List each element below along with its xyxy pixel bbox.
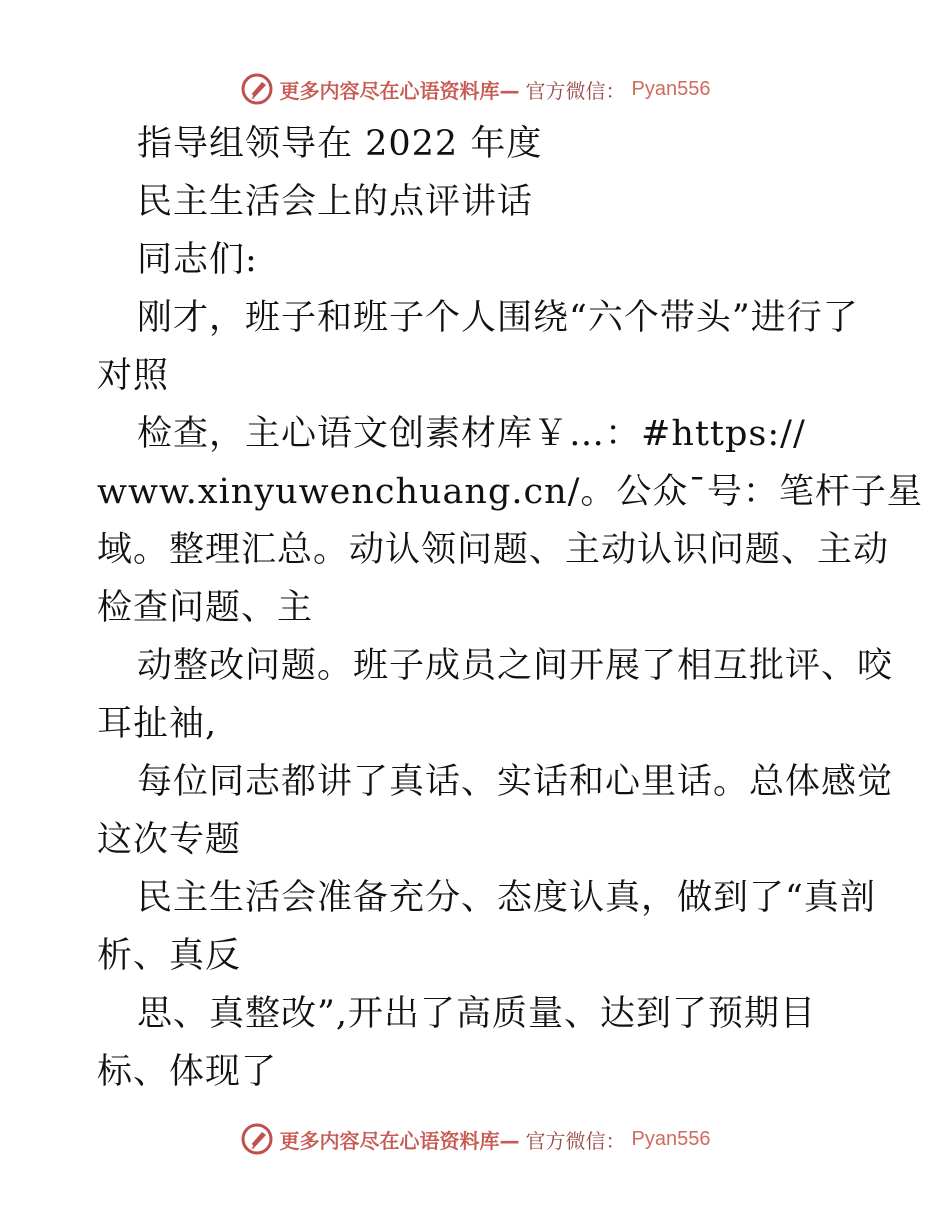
body-line-5: 对照 [97, 356, 170, 396]
body-line-16: 思、真整改”,开出了高质量、达到了预期目 [137, 994, 817, 1034]
body-line-3: 同志们: [137, 240, 258, 280]
pen-logo-icon [240, 72, 274, 106]
body-line-17: 标、体现了 [97, 1052, 278, 1092]
body-line-2: 民主生活会上的点评讲话 [137, 182, 534, 222]
body-line-15: 析、真反 [97, 936, 242, 976]
body-line-12: 每位同志都讲了真话、实话和心里话。总体感觉 [137, 762, 894, 802]
watermark-wechat-label: 官方微信： [525, 78, 626, 103]
body-line-1: 指导组领导在 2022 年度 [137, 124, 543, 164]
body-line-10: 动整改问题。班子成员之间开展了相互批评、咬 [137, 646, 894, 686]
body-line-6: 检查，主心语文创素材库￥…：#https:// [137, 414, 806, 454]
pen-logo-icon [240, 1122, 274, 1156]
footer-watermark [0, 1122, 950, 1156]
watermark-text: 更多内容尽在心语资料库— [279, 1128, 520, 1153]
document-body [97, 115, 923, 1101]
watermark-wechat-label: 官方微信： [525, 1128, 626, 1153]
body-line-14: 民主生活会准备充分、态度认真，做到了“真剖 [137, 878, 876, 918]
watermark-wechat-id: Pyan556 [631, 77, 711, 100]
body-line-7: www.xinyuwenchuang.cn/。公众¯号：笔杆子星 [97, 472, 923, 512]
body-line-4: 刚才，班子和班子个人围绕“六个带头”进行了 [137, 298, 859, 338]
watermark-wechat-id: Pyan556 [631, 1127, 711, 1150]
header-watermark [0, 72, 950, 106]
body-line-13: 这次专题 [97, 820, 242, 860]
body-line-9: 检查问题、主 [97, 588, 314, 628]
body-line-8: 域。整理汇总。动认领问题、主动认识问题、主动 [97, 530, 890, 570]
watermark-text: 更多内容尽在心语资料库— [279, 78, 520, 103]
body-line-11: 耳扯袖, [97, 704, 218, 744]
